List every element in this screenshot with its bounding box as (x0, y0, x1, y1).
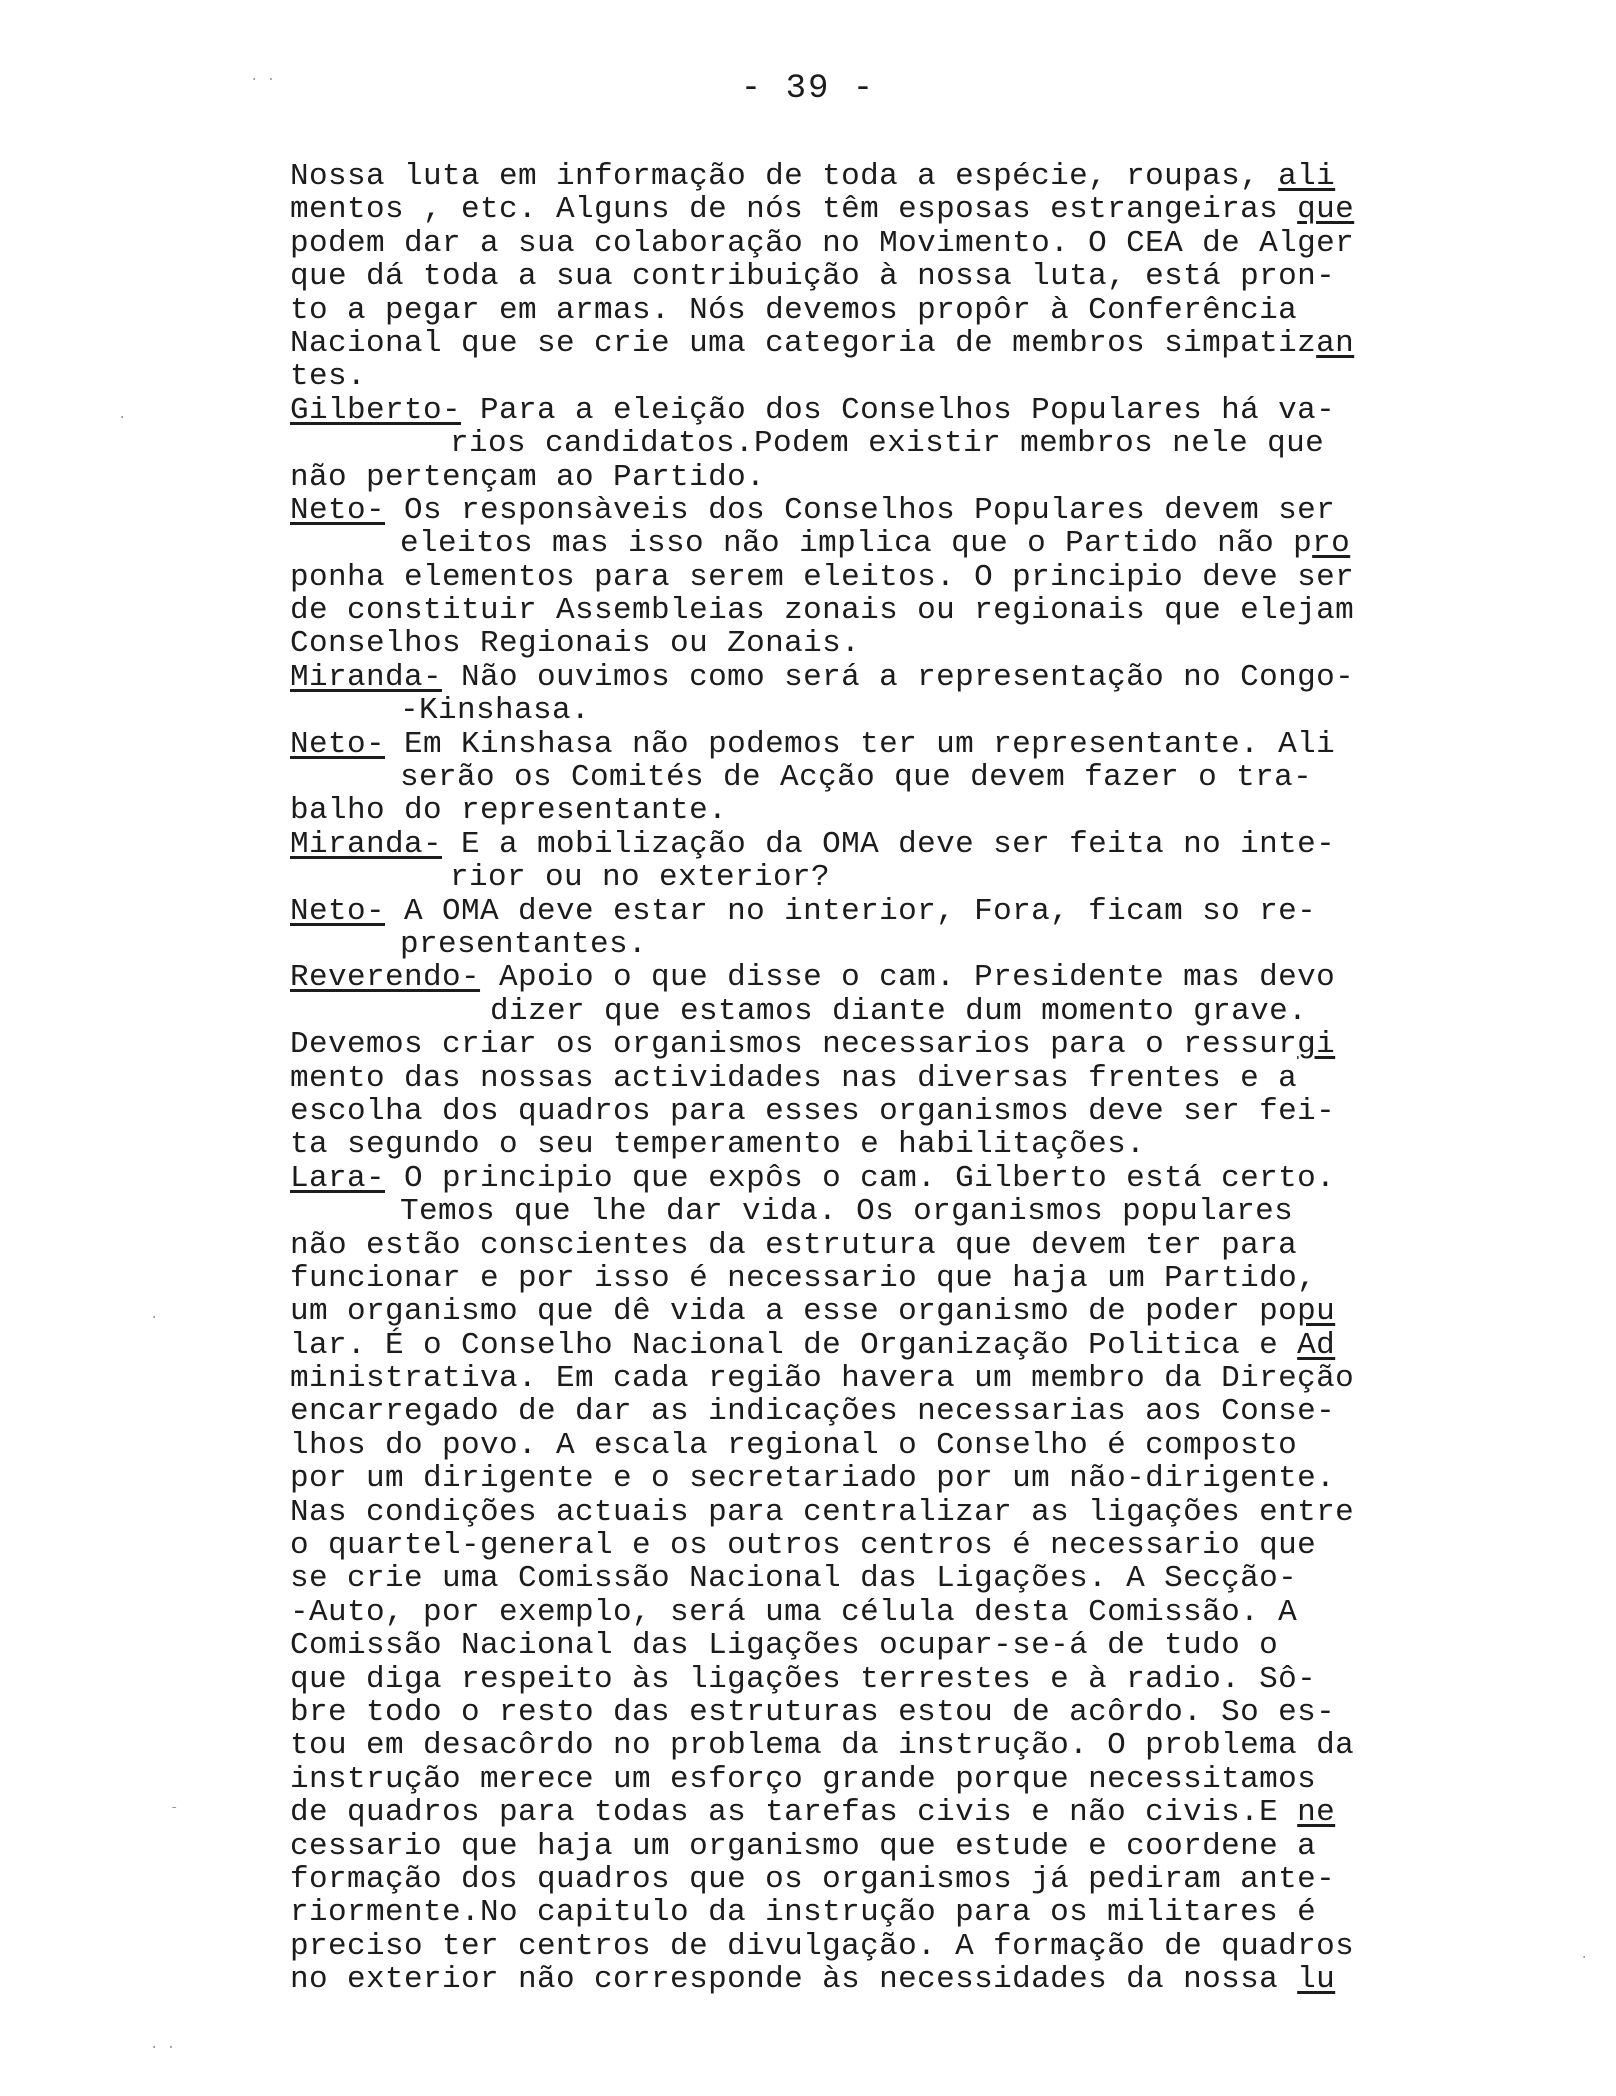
scan-speck: - (170, 1800, 179, 1816)
text-line (290, 1963, 1400, 1996)
text-line (290, 1128, 1400, 1161)
line-text: de constituir Assembleias zonais ou regionais que elejam (290, 593, 1355, 629)
underlined-syllable: lu (1297, 1962, 1336, 1998)
underlined-syllable: Ad (1297, 1327, 1336, 1363)
line-text: Nacional que se crie uma categoria de membros simpatiz (290, 325, 1317, 361)
line-text: mentos , etc. Alguns de nós têm esposas estrangeiras (290, 192, 1298, 228)
text-line (290, 193, 1400, 226)
line-text: presentantes. (400, 926, 648, 962)
underlined-syllable: ne (1297, 1795, 1336, 1831)
line-text: A OMA deve estar no interior, Fora, ficam so re- (385, 893, 1317, 929)
text-line (290, 1896, 1400, 1929)
text-line (290, 1763, 1400, 1796)
line-text: ministrativa. Em cada região havera um membro da Direção (290, 1361, 1355, 1397)
line-text: to a pegar em armas. Nós devemos propôr à Conferência (290, 292, 1298, 328)
document-body (290, 160, 1400, 1996)
text-line (290, 995, 1400, 1028)
line-text: rior ou no exterior? (450, 860, 831, 896)
line-text: ponha elementos para serem eleitos. O principio deve ser (290, 559, 1355, 595)
line-text: não pertençam ao Partido. (290, 459, 766, 495)
text-line (290, 1295, 1400, 1328)
line-text: Os responsàveis dos Conselhos Populares devem ser (385, 492, 1336, 528)
line-text: funcionar e por isso é necessario que haja um Partido, (290, 1260, 1317, 1296)
underlined-syllable: gi (1297, 1027, 1336, 1063)
text-line (290, 928, 1400, 961)
underlined-syllable: ali (1278, 159, 1336, 194)
underlined-syllable: que (1297, 192, 1355, 228)
text-line (290, 895, 1400, 928)
line-text: Nas condições actuais para centralizar as ligações entre (290, 1494, 1355, 1530)
text-line (290, 1529, 1400, 1562)
line-text: que diga respeito às ligações terrestes e à radio. Sô- (290, 1661, 1317, 1697)
text-line (290, 1362, 1400, 1395)
text-line (290, 1329, 1400, 1362)
line-text: um organismo que dê vida a esse organismo de poder po (290, 1294, 1298, 1330)
speaker-name: Neto- (290, 492, 386, 528)
line-text: Não ouvimos como será a representação no Congo- (442, 659, 1355, 695)
line-text: Para a eleição dos Conselhos Populares há va- (461, 392, 1336, 428)
text-line (290, 1930, 1400, 1963)
line-text: eleitos mas isso não implica que o Partido não p (400, 526, 1313, 562)
text-line (290, 1696, 1400, 1729)
text-line (290, 1062, 1400, 1095)
line-text: -Kinshasa. (400, 693, 591, 729)
line-text: não estão conscientes da estrutura que devem ter para (290, 1227, 1298, 1263)
scan-speck: · (118, 410, 127, 426)
line-text: formação dos quadros que os organismos já pediram ante- (290, 1861, 1336, 1897)
line-text: se crie uma Comissão Nacional das Ligações. A Secção- (290, 1561, 1298, 1597)
text-line (290, 427, 1400, 460)
speaker-name: Gilberto- (290, 392, 462, 428)
line-text: podem dar a sua colaboração no Movimento. O CEA de Alger (290, 225, 1355, 261)
line-text: que dá toda a sua contribuição à nossa luta, está pron- (290, 259, 1336, 295)
line-text: ta segundo o seu temperamento e habilitações. (290, 1127, 1146, 1163)
line-text: preciso ter centros de divulgação. A formação de quadros (290, 1928, 1355, 1964)
text-line (290, 961, 1400, 994)
text-line (290, 260, 1400, 293)
underlined-syllable: pu (1297, 1294, 1336, 1330)
line-text: instrução merece um esforço grande porque necessitamos (290, 1761, 1317, 1797)
scan-speck: · (150, 1310, 159, 1326)
speaker-name: Reverendo- (290, 960, 481, 996)
text-line (290, 1262, 1400, 1295)
line-text: O principio que expôs o cam. Gilberto está certo. (385, 1160, 1336, 1196)
text-line (290, 1830, 1400, 1863)
text-line (290, 360, 1400, 393)
speaker-name: Neto- (290, 726, 386, 762)
text-line (290, 1796, 1400, 1829)
line-text: tou em desacôrdo no problema da instrução. O problema da (290, 1728, 1355, 1764)
text-line (290, 661, 1400, 694)
line-text: rios candidatos.Podem existir membros nele que (450, 426, 1325, 462)
line-text: o quartel-general e os outros centros é necessario que (290, 1528, 1317, 1564)
text-line (290, 561, 1400, 594)
text-line (290, 394, 1400, 427)
text-line (290, 794, 1400, 827)
line-text: riormente.No capitulo da instrução para os militares é (290, 1895, 1317, 1931)
speaker-name: Lara- (290, 1160, 386, 1196)
line-text: E a mobilização da OMA deve ser feita no inte- (442, 826, 1336, 862)
text-line (290, 1863, 1400, 1896)
scan-speck: · (1580, 1950, 1589, 1966)
text-line (290, 761, 1400, 794)
line-text: no exterior não corresponde às necessidades da nossa (290, 1962, 1298, 1998)
text-line (290, 1462, 1400, 1495)
text-line (290, 1095, 1400, 1128)
text-line (290, 728, 1400, 761)
text-line (290, 1596, 1400, 1629)
text-line (290, 1729, 1400, 1762)
line-text: mento das nossas actividades nas diversas frentes e a (290, 1060, 1298, 1096)
line-text: escolha dos quadros para esses organismos deve ser fei- (290, 1093, 1336, 1129)
text-line (290, 828, 1400, 861)
scan-speck: · · (250, 72, 276, 88)
line-text: serão os Comités de Acção que devem fazer o tra- (400, 760, 1313, 796)
line-text: lhos do povo. A escala regional o Conselho é composto (290, 1427, 1298, 1463)
line-text: Comissão Nacional das Ligações ocupar-se-á de tudo o (290, 1628, 1279, 1664)
text-line (290, 1028, 1400, 1061)
text-line (290, 1229, 1400, 1262)
text-line (290, 627, 1400, 660)
line-text: lar. É o Conselho Nacional de Organização Politica e (290, 1327, 1298, 1363)
text-line (290, 494, 1400, 527)
text-line (290, 1429, 1400, 1462)
text-line (290, 694, 1400, 727)
underlined-syllable: an (1316, 325, 1355, 361)
text-line (290, 1162, 1400, 1195)
line-text: Nossa luta em informação de toda a espécie, roupas, (290, 159, 1279, 194)
line-text: bre todo o resto das estruturas estou de acôrdo. So es- (290, 1694, 1336, 1730)
line-text: Conselhos Regionais ou Zonais. (290, 626, 861, 662)
line-text: por um dirigente e o secretariado por um não-dirigente. (290, 1461, 1336, 1497)
text-line (290, 227, 1400, 260)
speaker-name: Miranda- (290, 659, 443, 695)
text-line (290, 1562, 1400, 1595)
line-text: de quadros para todas as tarefas civis e não civis.E (290, 1795, 1298, 1831)
scan-speck: · · (150, 2040, 176, 2056)
line-text: Apoio o que disse o cam. Presidente mas devo (480, 960, 1336, 996)
line-text: Temos que lhe dar vida. Os organismos populares (400, 1194, 1294, 1230)
text-line (290, 527, 1400, 560)
line-text: Em Kinshasa não podemos ter um representante. Ali (385, 726, 1336, 762)
text-line (290, 1629, 1400, 1662)
line-text: -Auto, por exemplo, será uma célula desta Comissão. A (290, 1594, 1298, 1630)
line-text: encarregado de dar as indicações necessarias aos Conse- (290, 1394, 1336, 1430)
text-line (290, 861, 1400, 894)
page-number: - 39 - (740, 70, 876, 108)
text-line (290, 294, 1400, 327)
text-line (290, 160, 1400, 193)
underlined-syllable: ro (1312, 526, 1351, 562)
line-text: Devemos criar os organismos necessarios para o ressur (290, 1027, 1298, 1063)
text-line (290, 1496, 1400, 1529)
line-text: balho do representante. (290, 793, 728, 829)
text-line (290, 1195, 1400, 1228)
speaker-name: Neto- (290, 893, 386, 929)
text-line (290, 1395, 1400, 1428)
speaker-name: Miranda- (290, 826, 443, 862)
text-line (290, 327, 1400, 360)
line-text: dizer que estamos diante dum momento grave. (490, 993, 1308, 1029)
line-text: cessario que haja um organismo que estude e coordene a (290, 1828, 1317, 1864)
text-line (290, 594, 1400, 627)
text-line (290, 461, 1400, 494)
text-line (290, 1663, 1400, 1696)
line-text: tes. (290, 359, 367, 395)
